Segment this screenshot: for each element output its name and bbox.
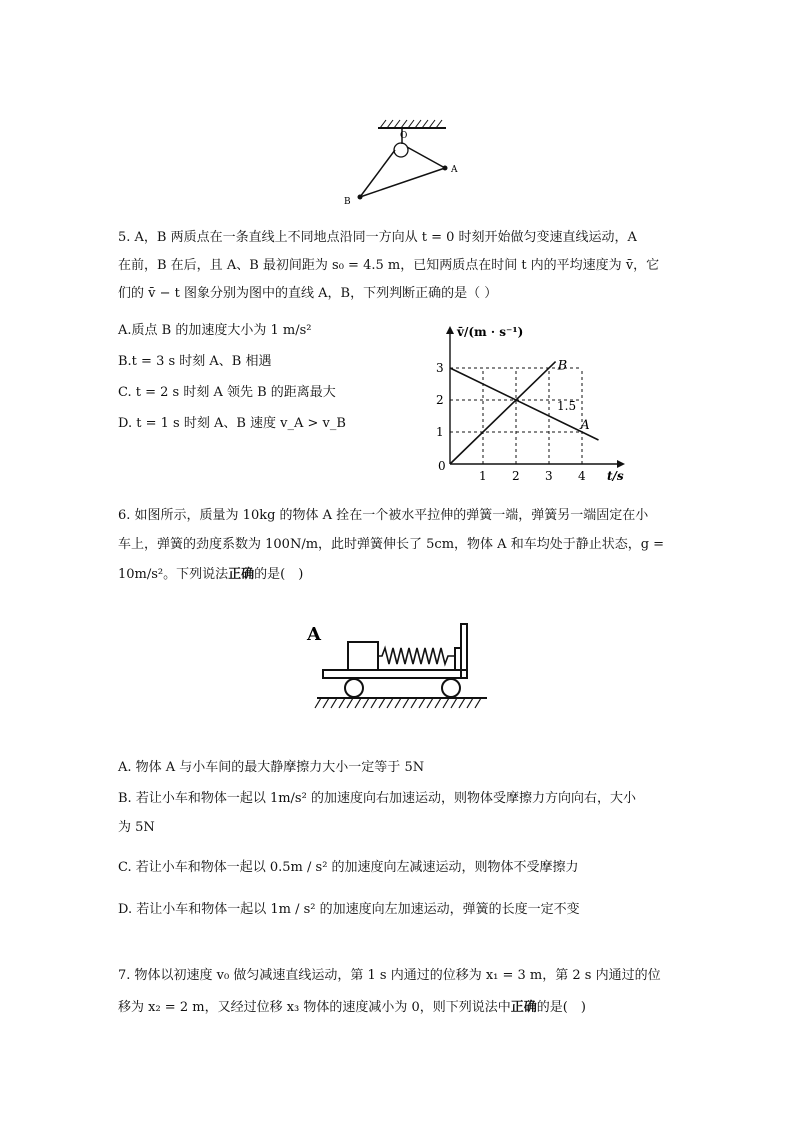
x-tick-2: 2 (512, 469, 520, 483)
y-axis-label: v̄/(m · s⁻¹) (457, 325, 524, 339)
q6-option-c: C. 若让小车和物体一起以 0.5m / s² 的加速度向左减速运动，则物体不受摩擦力 (118, 860, 579, 875)
cart-spring-figure (305, 618, 495, 716)
y-axis-arrow (446, 326, 454, 334)
series-line-A (450, 368, 599, 440)
label-a: A (451, 165, 458, 175)
x-tick-4: 4 (578, 469, 586, 483)
q5-line-2: 在前，B 在后，且 A、B 最初间距为 s₀ = 4.5 m，已知两质点在时间 t 内的平均速度为 v̄，它 (118, 258, 660, 273)
pulley-figure (340, 112, 470, 212)
x-axis-arrow (617, 460, 625, 468)
q6-line-2: 车上，弹簧的劲度系数为 100N/m，此时弹簧伸长了 5cm，物体 A 和车均处于静止状态，g = (118, 537, 665, 552)
label-b: B (344, 197, 351, 207)
q7-line-1: 7. 物体以初速度 v₀ 做匀减速直线运动，第 1 s 内通过的位移为 x₁ = 3 m，第 2 s 内通过的位 (118, 968, 661, 983)
y-tick-1: 1 (436, 425, 444, 439)
q5-line-3: 们的 v̄ − t 图象分别为图中的直线 A，B，下列判断正确的是（ ） (118, 286, 498, 301)
label-o: O (400, 131, 408, 141)
q5-option-c: C. t = 2 s 时刻 A 领先 B 的距离最大 (118, 385, 336, 400)
q5-line-1: 5. A，B 两质点在一条直线上不同地点沿同一方向从 t = 0 时刻开始做匀变速直线运动，A (118, 230, 637, 245)
q6-option-a: A. 物体 A 与小车间的最大静摩擦力大小一定等于 5N (118, 760, 425, 775)
y-tick-2: 2 (436, 393, 444, 407)
q7-line-2-pre: 移为 x₂ = 2 m，又经过位移 x₃ 物体的速度减小为 0，则下列说法中 (118, 1000, 511, 1015)
series-label-A: A (580, 417, 590, 433)
q6-line-3-post: 的是( ) (254, 567, 304, 582)
block-label: A (307, 624, 321, 645)
q5-option-b: B.t = 3 s 时刻 A、B 相遇 (118, 354, 272, 369)
x-tick-1: 1 (479, 469, 487, 483)
q6-line-3-bold: 正确 (228, 567, 255, 582)
x-tick-3: 3 (545, 469, 553, 483)
q6-option-b-line-2: 为 5N (118, 820, 155, 835)
q6-option-d: D. 若让小车和物体一起以 1m / s² 的加速度向左加速运动，弹簧的长度一定不变 (118, 902, 580, 917)
q7-line-2-post: 的是( ) (536, 1000, 586, 1015)
q5-option-a: A.质点 B 的加速度大小为 1 m/s² (118, 323, 312, 338)
q6-option-b-line-1: B. 若让小车和物体一起以 1m/s² 的加速度向右加速运动，则物体受摩擦力方向向右，大小 (118, 791, 636, 806)
velocity-time-chart (425, 318, 635, 483)
series-label-B: B (557, 358, 568, 374)
q5-option-d: D. t = 1 s 时刻 A、B 速度 v_A > v_B (118, 416, 346, 431)
q6-line-1: 6. 如图所示，质量为 10kg 的物体 A 拴在一个被水平拉伸的弹簧一端，弹簧另一端固定在小 (118, 508, 649, 523)
y-tick-3: 3 (436, 361, 444, 375)
annotation-label: 1.5 (557, 399, 577, 413)
origin-label: 0 (438, 459, 446, 473)
x-axis-label: t/s (607, 469, 624, 483)
q6-line-3 (118, 565, 303, 585)
series-line-B (450, 362, 556, 464)
q7-line-2-bold: 正确 (510, 1000, 537, 1015)
q6-line-3-pre: 10m/s²。下列说法 (118, 567, 229, 582)
q7-line-2 (118, 998, 586, 1018)
